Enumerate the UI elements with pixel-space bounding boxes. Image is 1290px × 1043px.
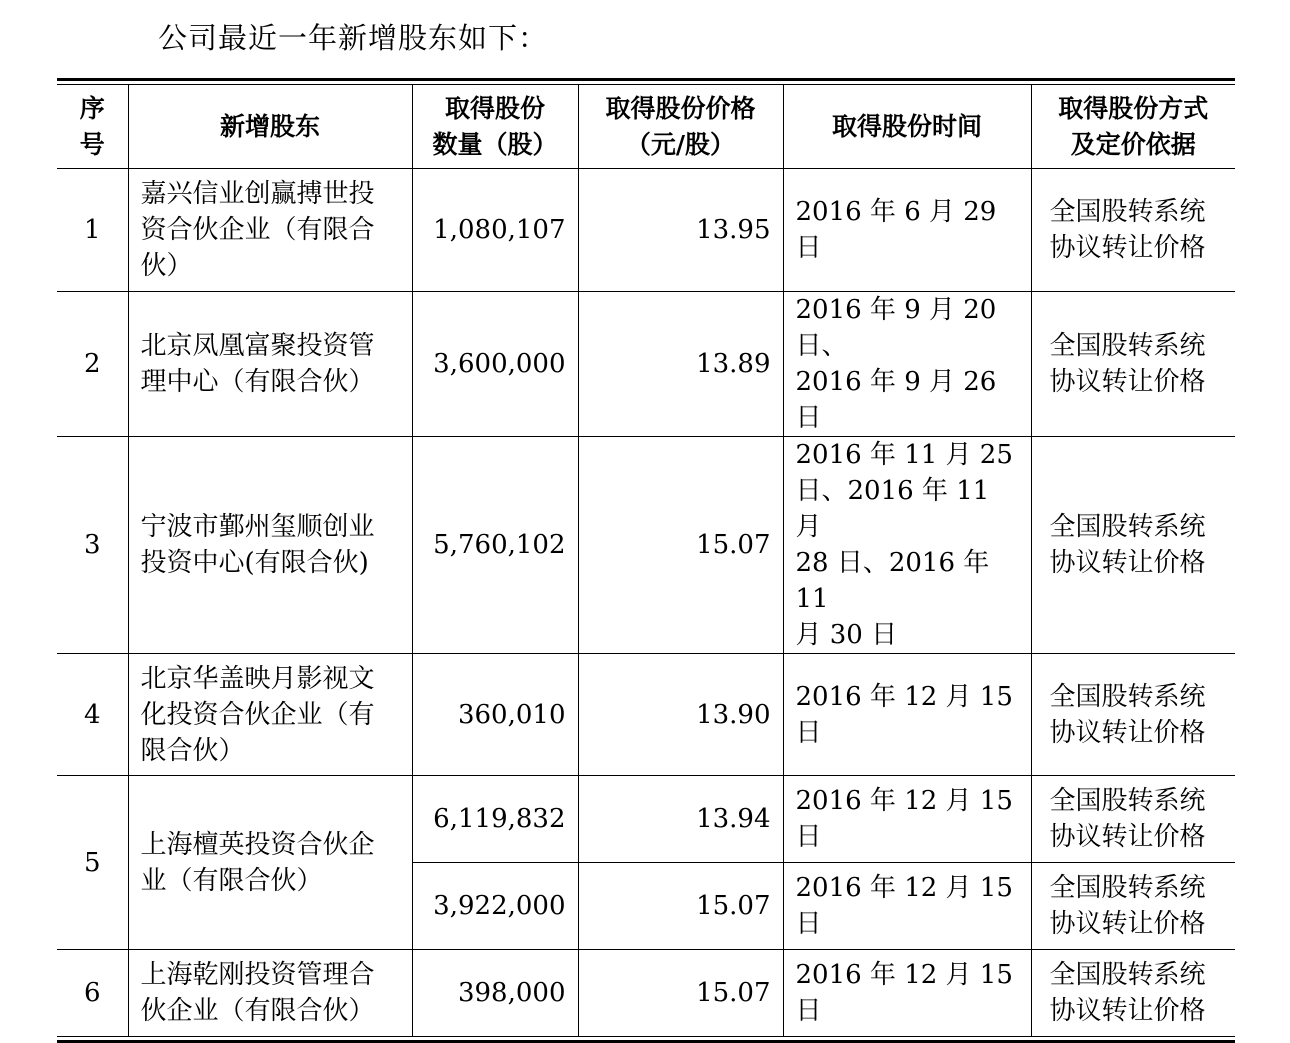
header-price-line1: 取得股份价格 <box>605 93 756 123</box>
row-price: 13.89 <box>578 292 783 437</box>
row-date <box>783 437 1031 654</box>
header-price <box>578 85 783 169</box>
row-price: 13.94 <box>578 776 783 863</box>
name-line: 宁波市鄞州玺顺创业 <box>140 512 375 542</box>
method-line: 全国股转系统 <box>1049 873 1206 903</box>
row-method <box>1031 776 1235 863</box>
row-quantity: 3,600,000 <box>412 292 578 437</box>
method-line: 协议转让价格 <box>1049 717 1206 748</box>
header-price-line2: （元/股） <box>625 129 736 159</box>
header-method <box>1031 85 1235 169</box>
header-time: 取得股份时间 <box>783 85 1031 169</box>
method-line: 全国股转系统 <box>1049 197 1206 227</box>
header-method-line2: 及定价依据 <box>1070 129 1196 159</box>
method-line: 全国股转系统 <box>1049 959 1206 990</box>
row-shareholder <box>128 654 412 776</box>
row-price: 15.07 <box>578 863 783 950</box>
name-line: 伙企业（有限合伙） <box>140 995 375 1026</box>
row-price: 13.95 <box>578 169 783 292</box>
date-line: 2016 年 11 月 25 <box>795 440 1013 470</box>
table-top-rule <box>57 78 1235 81</box>
name-line: 上海乾刚投资管理合 <box>140 959 375 990</box>
row-method <box>1031 437 1235 654</box>
method-line: 协议转让价格 <box>1049 909 1206 939</box>
intro-text: 公司最近一年新增股东如下： <box>158 21 549 55</box>
row-shareholder <box>128 776 412 950</box>
method-line: 协议转让价格 <box>1049 367 1206 397</box>
method-line: 协议转让价格 <box>1049 548 1206 578</box>
table-row <box>57 950 1235 1036</box>
date-line: 2016 年 9 月 26 日 <box>795 367 997 433</box>
row-shareholder <box>128 437 412 654</box>
new-shareholders-table <box>57 85 1235 1036</box>
name-line: 上海檀英投资合伙企 <box>140 829 375 860</box>
date-line: 2016 年 12 月 15 日 <box>795 873 1013 939</box>
method-line: 协议转让价格 <box>1049 233 1206 263</box>
header-no <box>57 85 128 169</box>
row-quantity: 3,922,000 <box>412 863 578 950</box>
row-no: 4 <box>57 654 128 776</box>
method-line: 全国股转系统 <box>1049 786 1206 816</box>
row-method <box>1031 654 1235 776</box>
table-header-row <box>57 85 1235 169</box>
row-quantity: 1,080,107 <box>412 169 578 292</box>
date-line: 28 日、2016 年 11 <box>795 548 990 614</box>
table-row <box>57 292 1235 437</box>
row-date <box>783 776 1031 863</box>
row-date <box>783 169 1031 292</box>
header-method-line1: 取得股份方式 <box>1058 93 1209 123</box>
method-line: 协议转让价格 <box>1049 995 1206 1026</box>
row-price: 15.07 <box>578 437 783 654</box>
header-quantity-line2: 数量（股） <box>432 129 558 159</box>
date-line: 2016 年 9 月 20 日、 <box>795 295 997 361</box>
name-line: 北京华盖映月影视文 <box>140 663 375 694</box>
row-quantity: 5,760,102 <box>412 437 578 654</box>
date-line: 2016 年 12 月 15 日 <box>795 786 1013 852</box>
method-line: 全国股转系统 <box>1049 512 1206 542</box>
name-line: 业（有限合伙） <box>140 865 323 896</box>
header-quantity <box>412 85 578 169</box>
row-no: 6 <box>57 950 128 1036</box>
row-price: 13.90 <box>578 654 783 776</box>
table-row <box>57 776 1235 863</box>
date-line: 月 30 日 <box>795 620 898 650</box>
header-shareholder: 新增股东 <box>128 85 412 169</box>
header-no-line1: 序 <box>79 93 105 123</box>
row-method <box>1031 292 1235 437</box>
row-shareholder <box>128 169 412 292</box>
table-row <box>57 654 1235 776</box>
row-no: 1 <box>57 169 128 292</box>
table-bottom-rule-outer <box>57 1040 1235 1043</box>
row-no: 2 <box>57 292 128 437</box>
row-method <box>1031 169 1235 292</box>
name-line: 资合伙企业（有限合 <box>140 215 375 245</box>
table-row <box>57 169 1235 292</box>
shareholder-table-wrap <box>57 78 1235 1043</box>
header-quantity-line1: 取得股份 <box>444 93 545 123</box>
method-line: 全国股转系统 <box>1049 681 1206 712</box>
row-quantity: 360,010 <box>412 654 578 776</box>
row-date <box>783 292 1031 437</box>
row-date <box>783 863 1031 950</box>
row-no: 3 <box>57 437 128 654</box>
name-line: 北京凤凰富聚投资管 <box>140 331 375 361</box>
table-row <box>57 437 1235 654</box>
name-line: 化投资合伙企业（有 <box>140 699 375 730</box>
row-no: 5 <box>57 776 128 950</box>
date-line: 日、2016 年 11 月 <box>795 476 990 542</box>
method-line: 协议转让价格 <box>1049 822 1206 852</box>
row-quantity: 398,000 <box>412 950 578 1036</box>
name-line: 伙） <box>140 251 193 281</box>
row-date <box>783 654 1031 776</box>
row-price: 15.07 <box>578 950 783 1036</box>
header-no-line2: 号 <box>79 129 105 159</box>
date-line: 2016 年 6 月 29 日 <box>795 197 997 263</box>
name-line: 投资中心(有限合伙) <box>140 548 369 578</box>
name-line: 限合伙） <box>140 735 245 766</box>
row-date <box>783 950 1031 1036</box>
row-method <box>1031 950 1235 1036</box>
name-line: 理中心（有限合伙） <box>140 367 375 397</box>
date-line: 2016 年 12 月 15 日 <box>795 681 1013 748</box>
method-line: 全国股转系统 <box>1049 331 1206 361</box>
row-method <box>1031 863 1235 950</box>
row-shareholder <box>128 292 412 437</box>
row-shareholder <box>128 950 412 1036</box>
row-quantity: 6,119,832 <box>412 776 578 863</box>
table-bottom-rule <box>57 1036 1235 1037</box>
name-line: 嘉兴信业创赢搏世投 <box>140 179 375 209</box>
date-line: 2016 年 12 月 15 日 <box>795 959 1013 1026</box>
